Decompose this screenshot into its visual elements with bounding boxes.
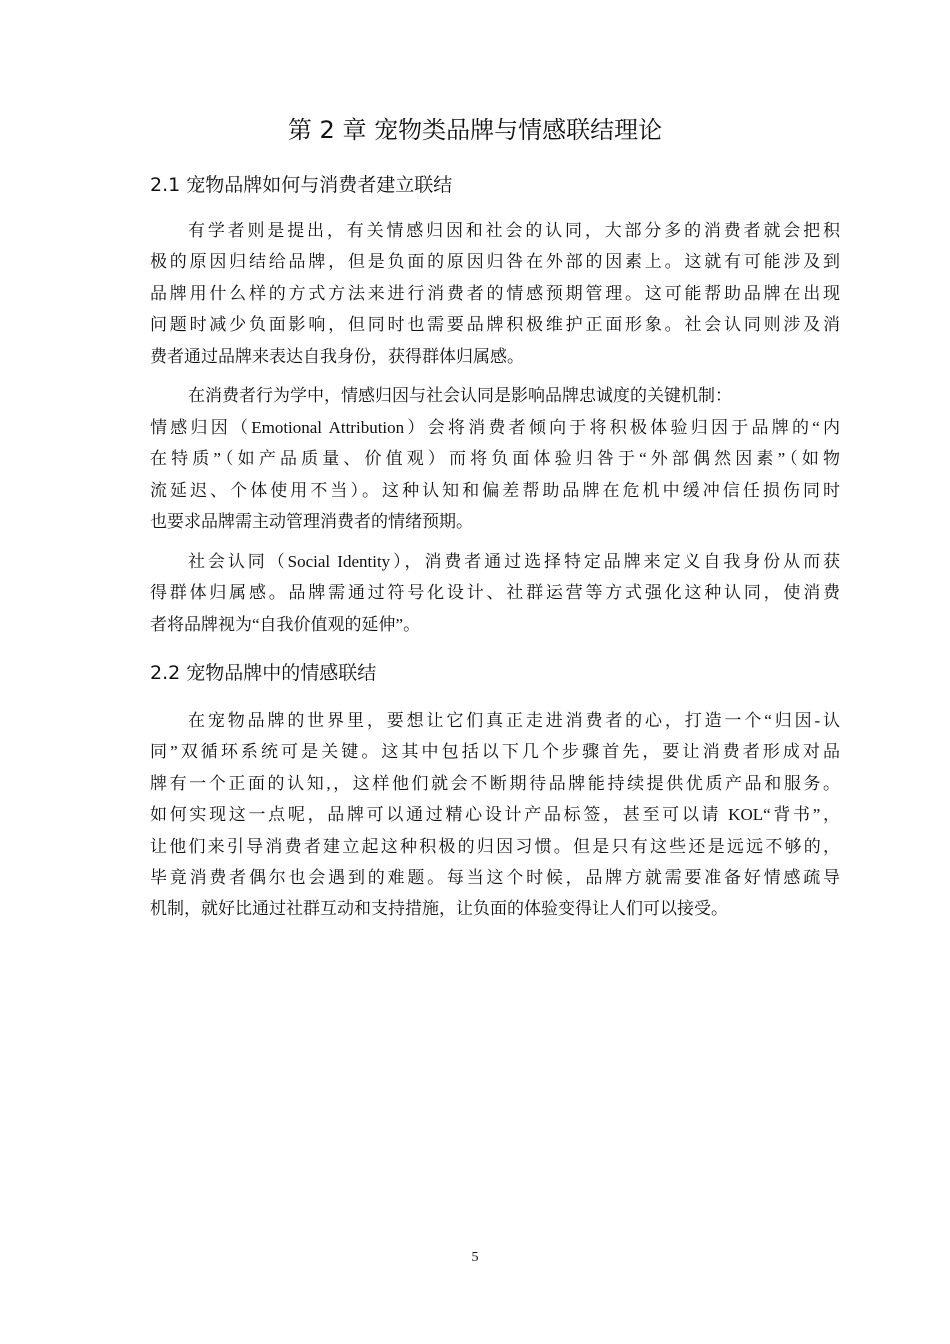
- text-line: 在消费者行为学中，情感归因与社会认同是影响品牌忠诚度的关键机制：: [188, 386, 732, 405]
- text-line: 牌有一个正面的认知,，这样他们就会不断期待品牌能持续提供优质产品和服务。: [150, 773, 840, 793]
- paragraph-consumer-behavior: [150, 380, 840, 411]
- text-line: 在特质”（如产品质量、价值观）而将负面体验归咎于“外部偶然因素”（如物: [150, 449, 840, 469]
- paragraph-emotional-bond: [150, 705, 840, 925]
- text-line: 同”双循环系统可是关键。这其中包括以下几个步骤首先，要让消费者形成对品: [150, 742, 840, 762]
- text-line: 有学者则是提出，有关情感归因和社会的认同，大部分多的消费者就会把积: [188, 221, 840, 240]
- text-line: 也要求品牌需主动管理消费者的情绪预期。: [150, 512, 473, 532]
- text-line: 得群体归属感。品牌需通过符号化设计、社群运营等方式强化这种认同，使消费: [150, 583, 840, 603]
- text-line: 者将品牌视为“自我价值观的延伸”。: [150, 614, 421, 634]
- text-line: 如何实现这一点呢，品牌可以通过精心设计产品标签，甚至可以请 KOL“背书”，: [150, 805, 840, 825]
- text-line: 在宠物品牌的世界里，要想让它们真正走进消费者的心，打造一个“归因-认: [188, 711, 840, 730]
- page-number: 5: [471, 1250, 479, 1265]
- section-heading-2-2: 2.2 宠物品牌中的情感联结: [150, 662, 377, 684]
- section-heading-2-1: 2.1 宠物品牌如何与消费者建立联结: [150, 174, 453, 196]
- paragraph-social-identity: [150, 546, 840, 640]
- text-line: 品牌用什么样的方式方法来进行消费者的情感预期管理。这可能帮助品牌在出现: [150, 283, 840, 303]
- text-line: 社会认同（Social Identity），消费者通过选择特定品牌来定义自我身份从而获: [188, 552, 840, 571]
- paragraph-emotional-attribution: [150, 412, 840, 538]
- text-line: 极的原因归结给品牌，但是负面的原因归咎在外部的因素上。这就有可能涉及到: [150, 252, 840, 272]
- text-line: 毕竟消费者偶尔也会遇到的难题。每当这个时候，品牌方就需要准备好情感疏导: [150, 867, 840, 887]
- text-line: 机制，就好比通过社群互动和支持措施，让负面的体验变得让人们可以接受。: [150, 899, 728, 919]
- text-line: 让他们来引导消费者建立起这种积极的归因习惯。但是只有这些还是远远不够的，: [150, 836, 840, 856]
- text-line: 情感归因（Emotional Attribution）会将消费者倾向于将积极体验归因于品牌的“内: [150, 418, 840, 437]
- chapter-title: 第 2 章 宠物类品牌与情感联结理论: [287, 116, 663, 144]
- paragraph-attribution-intro: [150, 215, 840, 372]
- text-line: 费者通过品牌来表达自我身份，获得群体归属感。: [150, 346, 524, 366]
- text-line: 流延迟、个体使用不当）。这种认知和偏差帮助品牌在危机中缓冲信任损伤同时: [150, 480, 840, 500]
- text-line: 问题时减少负面影响，但同时也需要品牌积极维护正面形象。社会认同则涉及消: [150, 315, 840, 335]
